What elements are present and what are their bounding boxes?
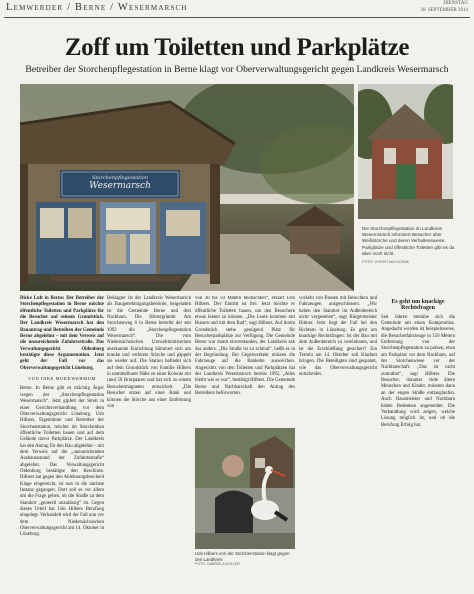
weekday: DIENSTAG — [443, 1, 468, 6]
caption-man-credit: FOTO: GABRIELA KÖLLER — [195, 562, 240, 567]
caption-man-text: Udo Hilbers von der Storchenstation klagt gegen den Landkreis — [195, 551, 290, 562]
svg-text:Wesermarsch: Wesermarsch — [89, 181, 151, 191]
headline: Zoff um Toiletten und Parkplätze — [64, 34, 410, 61]
date-block — [420, 1, 468, 14]
masthead — [0, 0, 474, 20]
column-1 — [20, 296, 104, 540]
body-col1: Berne. In Berne gibt es mächtig Ärger wegen der „Storchenpflegestation Wesermarsch“. Jetzt gipfelt der Streit in einer Gerichtsverhandlung vor dem Oberverwaltungsgericht Lüneburg. Udo Hilbers, Eigentümer und Betreiber der Storchenstation, möchte im Storchenbau öffentliche Toiletten bauen und auf dem Gelände davor Parkplätze. Der Landkreis hat den Antrag für den Bau abgelehnt – mit dem Verweis auf die „unzureichenden Ausbauzustand der Zufahrtsstraße“ abgelehnt. Das Verwaltungsgericht Oldenburg bestätigte den Beschluss. Hilbers hat gegen den Ablehnungsbescheid Klage eingereicht, ist nun in die nächste Instanz gegangen. Dort soll es vor allem um die Frage gehen, ob die Straße zu dem Standort „generell unzulässig“ ist. Gegen dieses Urteil hat Udo Hilbers Berufung eingelegt. Verhandelt wird der Fall nun vor dem Niedersächsischen Oberverwaltungsgericht am 14. Oktober in Lüneburg. — [20, 386, 104, 538]
body-col3: von 30 bis 50 Metern beobachten“, erklärt Udo Hilbers. Der Eintritt ist frei. Jetzt möchte er öffentliche Toiletten bauen, um den Besuchern etwas bieten zu können. „Die Leute kommen mit Bussen und mit dem Rad“, sagt Hilbers. Auf ihrem Grundstück stehe genügend Platz für Besucherparkplätze zur Verfügung. Die Gemeinde Berne war damit einverstanden, der Landkreis sah das anders. „Die Straße ist zu schmal“, heißt es in der Begründung. Bei Gegenverkehr müssen die Fahrzeuge auf die Bankette ausweichen. Angesichts von den Toiletten und Parkplätzen hat der Landkreis Wesermarsch bereits 1992, „Alles bleibt wie es war“, bestätigt Hilbers. Die Gemeinde Berne und Nachbarschaft den Antrag des Betreibers befürworten. — [195, 296, 295, 397]
byline: VON INKE MOKKWEHMUM — [28, 376, 96, 382]
body-col2: Beklagter ist der Landkreis Wesermarsch als Baugenehmigungsbehörde, beigeladen ist die Gemeinde Berne und drei Nachbarn. Die Hintergründe: Am Storchenweg 6 in Berne betreibt der seit 1992 die „Storchenpflegestation Wesermarsch“. Die vom Niedersächsischen Umweltministerium anerkannte Einrichtung kümmert sich um kranke und verletzte Störche und päppelt sie wieder auf. Die Station befindet sich auf dem Grundstück von Familie Hilbers in unmittelbarer Nähe zu einer Kolonie mit rund 50 Brutpaaren und hat sich zu einem Besuchermagneten entwickelt. „Die Besucher sitzen auf einer Bank und können die Störche aus einer Entfernung von — [107, 296, 191, 409]
column-4 — [299, 296, 377, 379]
storch-station-illustration — [20, 84, 354, 291]
column-5 — [381, 296, 455, 430]
caption-man — [195, 551, 295, 568]
caption-house-credit: FOTO: CHRISTIAN KOSAK — [362, 260, 410, 265]
subheading: Es geht um knackige Rechtsfragen — [391, 299, 445, 312]
man-illustration — [195, 428, 295, 549]
photo-house — [358, 84, 453, 219]
column-3 — [195, 296, 295, 424]
photo-man-with-stork — [195, 428, 295, 549]
house-illustration — [358, 84, 453, 219]
subheadline: Betreiber der Storchenpflegestation in Berne klagt vor Oberverwaltungsgericht gegen Landkreis Wesermarsch — [25, 64, 449, 75]
body-col4: vorkehr von Bussen mit Besuchern und Fahrzeugen ausgeschlossen. „Wir haben den Standort im Außenbereich nicht vorgesehen“, sagt Bürgermeister Bittner. Jetzt liegt der Fall bei den Richtern in Lüneburg. Es geht um knackige Rechtsfragen: Ist der Bau mit dem Außenbereich zu vereinbaren, und ist die Erschließung gesichert? Ein Termin am 14. Oktober soll Klarheit bringen. Die Beteiligten sind gespannt, wie das Oberverwaltungsgericht entscheidet. — [299, 296, 377, 378]
lead-paragraph: Dicke Luft in Berne: Der Betreiber der Storchenpflegestation in Berne möchte öffentliche Toiletten und Parkplätze für die Besucher auf seinem Grundstück. Der Landkreis Wesermarsch hat den Bauantrag und Betreiben der Gemeinde Berne abgelehnt – mit dem Verweis auf die unzureichende Zufahrtsstraße. Das Verwaltungsgericht Oldenburg bestätigte diese Argumentation. Jetzt geht der Fall vor das Oberverwaltungsgericht Lüneburg. — [20, 296, 104, 371]
column-2 — [107, 296, 191, 411]
photo-storch-station — [20, 84, 354, 291]
masthead-rule — [4, 17, 470, 18]
caption-house-text: Die Storchenpflegestation im Landkreis Wesermarsch informiert Besucher über Weißstörche und deren Verhaltensweise. Parkplätze und öffentliche Toiletten gibt es da aber noch nicht. — [362, 226, 455, 256]
issue-date: 30. SEPTEMBER 2014 — [420, 7, 468, 13]
body-col5: Seit Jahren bemühe sich die Gemeinde um einen Kompromiss. Angedacht worden ist beispielsweise, die Besucherfahrzeuge in 150 Metern Entfernung von der Storchenpflegestation zu parken, etwa am Parkplatz vor dem Nachbarn, auf der Storchenwiese vor der Nachbarschaft. „Das ist nicht zumutbar“, sagt Hilbers. Die Besucher, darunter viele ältere Menschen und Kinder, müssten dann an der engen Straße entlanglaufen. Auch Hausmeister und Nachbarn haben Bedenken angemeldet. Die Verhandlung wird zeigen, welche Lösung möglich ist, und ob die Berufung Erfolg hat. — [381, 314, 455, 428]
section-title: Lemwerder / Berne / Wesermarsch — [6, 2, 188, 13]
caption-house — [362, 226, 456, 265]
svg-text:Storchenpflegestation: Storchenpflegestation — [91, 175, 149, 181]
